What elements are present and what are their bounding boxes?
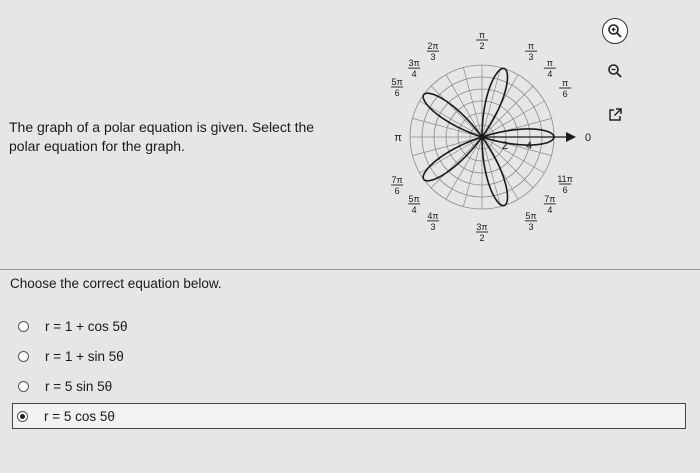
angle-label-numerator: 4π — [427, 210, 439, 221]
angle-label-numerator: 3π — [408, 58, 420, 69]
angle-label: 0 — [584, 132, 592, 144]
angle-label-numerator: 11π — [557, 174, 573, 184]
angle-label-numerator: 7π — [391, 175, 403, 185]
radio-button[interactable] — [17, 411, 28, 422]
radio-button[interactable] — [18, 321, 29, 332]
section-divider — [0, 269, 700, 270]
zoom-out-icon[interactable] — [602, 58, 628, 84]
grid-ray — [482, 137, 544, 173]
option-b[interactable] — [14, 343, 686, 369]
angle-label-denominator: 6 — [562, 89, 568, 99]
angle-label-denominator: 3 — [528, 52, 534, 63]
angle-label-numerator: 5π — [408, 193, 420, 204]
angle-label-numerator: 2π — [427, 41, 439, 52]
option-c[interactable] — [14, 373, 686, 399]
angle-label-denominator: 3 — [528, 221, 534, 232]
polar-graph-svg — [358, 10, 598, 260]
angle-label-denominator: 3 — [430, 52, 436, 63]
angle-label-denominator: 2 — [479, 233, 485, 243]
polar-graph — [358, 10, 598, 260]
option-label: r = 1 + cos 5θ — [45, 318, 128, 334]
zoom-in-icon[interactable] — [602, 18, 628, 44]
external-link-icon[interactable] — [602, 102, 628, 128]
option-d[interactable] — [12, 403, 686, 429]
angle-label-numerator: 3π — [476, 222, 488, 232]
angle-label-numerator: π — [478, 30, 486, 40]
grid-ray — [431, 86, 482, 137]
angle-label-numerator: π — [527, 41, 535, 52]
radio-button[interactable] — [18, 351, 29, 362]
angle-label-numerator: π — [562, 78, 569, 88]
angle-label: π — [394, 132, 402, 144]
angle-label-denominator: 3 — [430, 221, 436, 232]
angle-label-denominator: 4 — [547, 204, 553, 215]
angle-label-denominator: 4 — [411, 204, 417, 215]
angle-label-numerator: 5π — [391, 77, 403, 87]
angle-label-denominator: 6 — [394, 186, 400, 196]
radial-label: 4 — [526, 140, 533, 152]
grid-ray — [431, 137, 482, 188]
polar-axis-arrow — [566, 132, 576, 142]
angle-label-numerator: π — [546, 58, 553, 69]
option-a[interactable] — [14, 313, 686, 339]
question-text: The graph of a polar equation is given. Select the polar equation for the graph. — [9, 119, 315, 154]
angle-label-numerator: 5π — [525, 210, 537, 221]
angle-label-denominator: 4 — [547, 69, 553, 80]
angle-label-numerator: 7π — [544, 193, 556, 204]
option-label: r = 5 sin 5θ — [45, 378, 113, 394]
answer-options — [14, 313, 686, 433]
option-label: r = 1 + sin 5θ — [45, 348, 124, 364]
angle-label-denominator: 4 — [411, 69, 417, 80]
angle-label-denominator: 6 — [562, 185, 568, 195]
grid-ray — [482, 101, 544, 137]
angle-label-denominator: 6 — [394, 88, 400, 98]
angle-label-denominator: 2 — [479, 41, 485, 51]
radial-label: 2 — [502, 140, 509, 152]
radio-button[interactable] — [18, 381, 29, 392]
option-label: r = 5 cos 5θ — [44, 408, 115, 424]
answer-prompt: Choose the correct equation below. — [10, 276, 222, 291]
